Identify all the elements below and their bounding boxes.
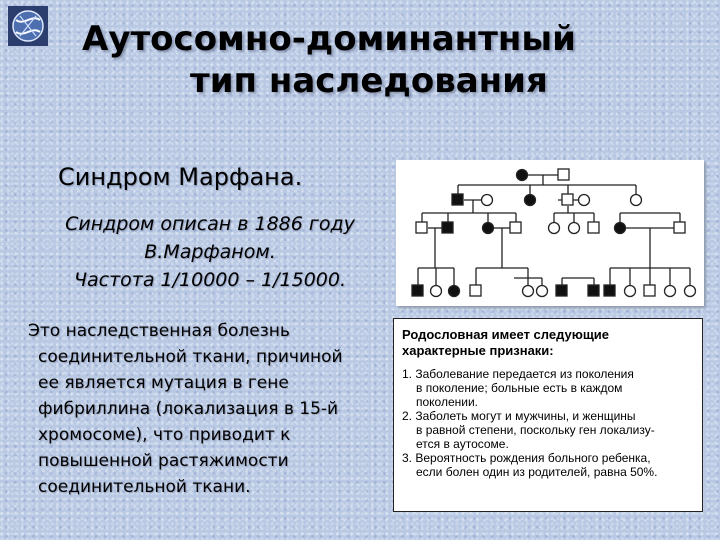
affected-female: [517, 170, 528, 181]
list-item-line: поколении.: [416, 395, 479, 409]
affected-male: [588, 285, 599, 296]
list-item-line: ется в аутосоме.: [416, 437, 509, 451]
list-item-line: в поколение; больные есть в каждом: [416, 381, 623, 395]
unaffected-male: [416, 222, 427, 233]
unaffected-female: [523, 286, 534, 297]
list-item-line: если болен один из родителей, равна 50%.: [416, 465, 658, 479]
list-item-line: 2. Заболеть могут и мужчины, и женщины: [402, 409, 636, 423]
syndrome-name: Синдром Марфана.: [58, 163, 303, 191]
affected-male: [604, 285, 615, 296]
unaffected-female: [665, 286, 676, 297]
features-heading: [402, 327, 694, 359]
body-line: соединительной ткани.: [38, 477, 251, 497]
disease-explanation: [28, 318, 388, 500]
unaffected-female: [685, 286, 696, 297]
affected-female: [449, 286, 460, 297]
list-item: [402, 409, 694, 451]
page-title: [60, 18, 700, 102]
unaffected-male: [588, 222, 599, 233]
unaffected-male: [644, 285, 655, 296]
affected-male: [412, 285, 423, 296]
body-line: соединительной ткани, причиной: [38, 347, 343, 367]
syndrome-description: [40, 210, 380, 294]
unaffected-female: [569, 223, 580, 234]
unaffected-female: [579, 195, 590, 206]
affected-female: [483, 223, 494, 234]
pedigree-features-box: [393, 318, 703, 512]
unaffected-male: [562, 194, 573, 205]
unaffected-male: [674, 222, 685, 233]
unaffected-female: [537, 286, 548, 297]
affected-female: [525, 195, 536, 206]
title-line-2: тип наследования: [190, 61, 548, 101]
unaffected-female: [431, 286, 442, 297]
dna-globe-icon: [8, 6, 48, 46]
unaffected-female: [631, 195, 642, 206]
list-item-line: в равной степени, поскольку ген локализу-: [416, 423, 655, 437]
unaffected-male: [470, 285, 481, 296]
list-item: [402, 451, 694, 479]
body-line: фибриллина (локализация в 15-й: [38, 399, 339, 419]
affected-male: [452, 194, 463, 205]
description-line-2: В.Марфаном.: [144, 241, 276, 263]
unaffected-female: [549, 223, 560, 234]
list-item-line: 3. Вероятность рождения больного ребенка,: [402, 451, 651, 465]
list-item: [402, 367, 694, 409]
affected-female: [615, 223, 626, 234]
features-heading-line-2: характерные признаки:: [402, 343, 554, 358]
affected-male: [442, 222, 453, 233]
features-list: [402, 367, 694, 479]
body-line: ее является мутация в гене: [38, 373, 289, 393]
description-line-1: Синдром описан в 1886 году: [65, 213, 355, 235]
unaffected-male: [558, 169, 569, 180]
description-line-3: Частота 1/10000 – 1/15000.: [73, 269, 347, 291]
body-line: повышенной растяжимости: [38, 451, 289, 471]
body-line: хромосоме), что приводит к: [38, 425, 291, 445]
affected-male: [556, 285, 567, 296]
pedigree-chart: [396, 160, 704, 306]
list-item-line: 1. Заболевание передается из поколения: [402, 367, 634, 381]
unaffected-male: [510, 222, 521, 233]
features-heading-line-1: Родословная имеет следующие: [402, 327, 610, 342]
title-line-1: Аутосомно-доминантный: [82, 19, 576, 59]
unaffected-female: [625, 286, 636, 297]
body-line: Это наследственная болезнь: [28, 321, 290, 341]
unaffected-female: [482, 195, 493, 206]
